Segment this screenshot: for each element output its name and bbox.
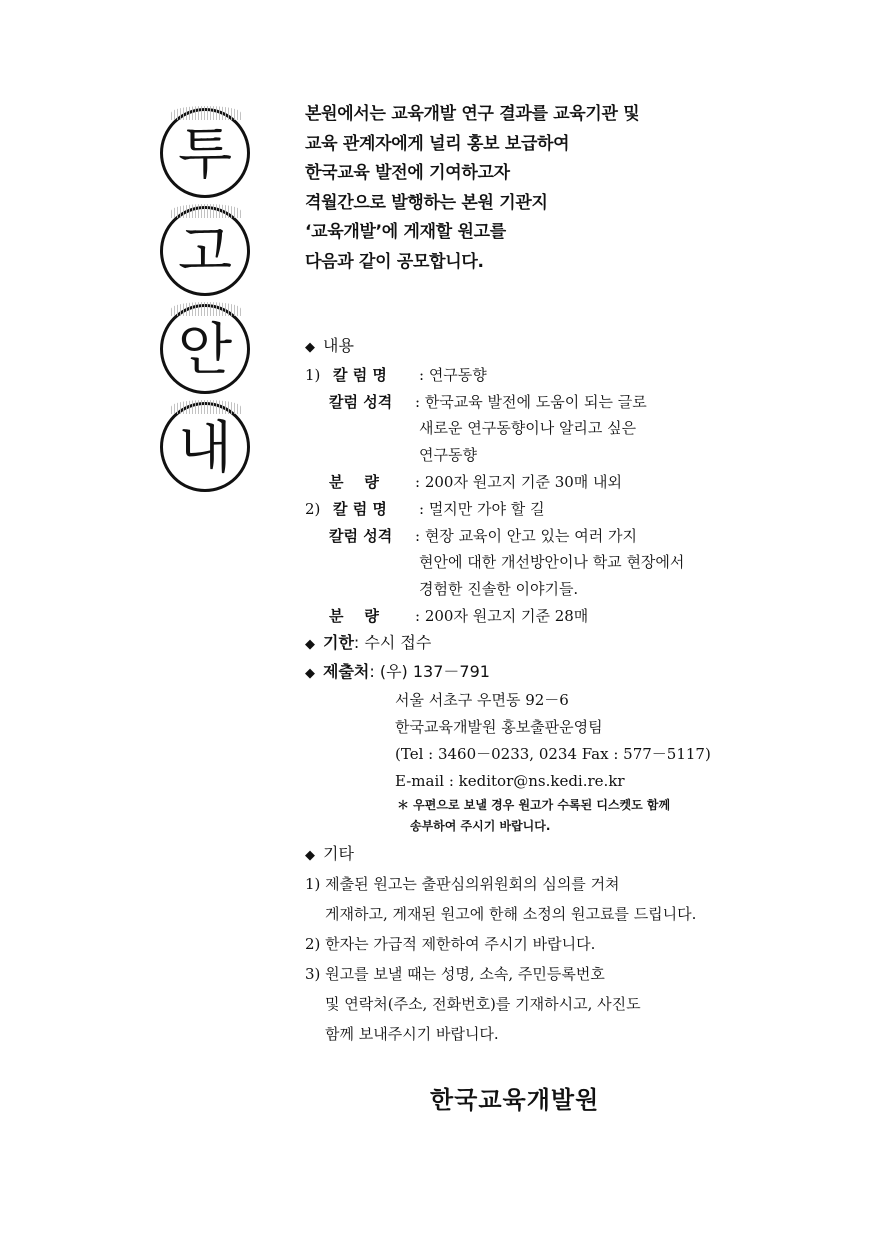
- etc-item-line: 3) 원고를 보낼 때는 성명, 소속, 주민등록번호: [305, 965, 605, 984]
- submit-address-line: 서울 서초구 우면동 92－6: [395, 691, 569, 710]
- stamp-column: [160, 108, 260, 500]
- item1-nature-row: 칼럼 성격 : 한국교육 발전에 도움이 되는 글로: [329, 392, 647, 411]
- diamond-bullet-icon: ◆: [305, 847, 315, 863]
- section-etc-heading: ◆ 기타: [305, 841, 775, 870]
- section-deadline: ◆ 기한: 수시 접수: [305, 630, 775, 659]
- etc-item-line: 1) 제출된 원고는 출판심의위원회의 심의를 거쳐: [305, 875, 620, 894]
- etc-item-line: 및 연락처(주소, 전화번호)를 기재하시고, 사진도: [325, 995, 641, 1014]
- stamp-circle: 고: [160, 206, 250, 296]
- submit-phone-line: (Tel : 3460－0233, 0234 Fax : 577－5117): [395, 744, 711, 763]
- intro-line: 다음과 같이 공모합니다.: [305, 251, 484, 272]
- intro-line: 교육 관계자에게 널리 홍보 보급하여: [305, 133, 570, 154]
- section-content-heading: ◆ 내용: [305, 333, 775, 362]
- item1-nature-line: 새로운 연구동향이나 알리고 싶은: [419, 419, 637, 438]
- guide-body: [305, 333, 775, 1049]
- item1-nature-line: 연구동향: [419, 446, 477, 465]
- item2-nature-row: 칼럼 성격 : 현장 교육이 안고 있는 여러 가지: [329, 526, 638, 545]
- publisher-name: 한국교육개발원: [430, 1086, 600, 1114]
- item2-nature-line: 현안에 대한 개선방안이나 학교 현장에서: [419, 553, 685, 572]
- intro-line: 한국교육 발전에 기여하고자: [305, 163, 510, 183]
- submit-address-line: 한국교육개발원 홍보출판운영팀: [395, 718, 603, 737]
- stamp-circle: 안: [160, 304, 250, 394]
- item2-nature-line: 경험한 진솔한 이야기들.: [419, 580, 579, 599]
- etc-item-line: 함께 보내주시기 바랍니다.: [325, 1025, 499, 1044]
- intro-paragraph: [305, 100, 765, 277]
- etc-item-line: 2) 한자는 가급적 제한하여 주시기 바랍니다.: [305, 935, 596, 954]
- diamond-bullet-icon: ◆: [305, 636, 315, 652]
- intro-line: ‘교육개발’에 게재할 원고를: [305, 222, 506, 242]
- intro-line: 격월간으로 발행하는 본원 기관지: [305, 192, 548, 213]
- item2-amount-row: 분 량 : 200자 원고지 기준 28매: [329, 606, 589, 625]
- item2-name-row: 2) 칼 럼 명 : 멀지만 가야 할 길: [305, 499, 545, 518]
- diamond-bullet-icon: ◆: [305, 340, 315, 355]
- stamp-circle: 내: [160, 402, 250, 492]
- item1-name-row: 1) 칼 럼 명 : 연구동향: [305, 365, 487, 384]
- submit-note-line: 송부하여 주시기 바랍니다.: [410, 818, 551, 833]
- intro-line: 본원에서는 교육개발 연구 결과를 교육기관 및: [305, 104, 640, 124]
- etc-item-line: 게재하고, 게재된 원고에 한해 소정의 원고료를 드립니다.: [325, 905, 697, 924]
- section-submit: ◆ 제출처: (우) 137－791: [305, 659, 775, 688]
- stamp-circle: 투: [160, 108, 250, 198]
- diamond-bullet-icon: ◆: [305, 665, 315, 681]
- submit-note-line: ＊ 우편으로 보낼 경우 원고가 수록된 디스켓도 함께: [397, 797, 671, 812]
- item1-amount-row: 분 량 : 200자 원고지 기준 30매 내외: [329, 472, 623, 491]
- submit-email-line: E-mail : keditor@ns.kedi.re.kr: [395, 771, 625, 790]
